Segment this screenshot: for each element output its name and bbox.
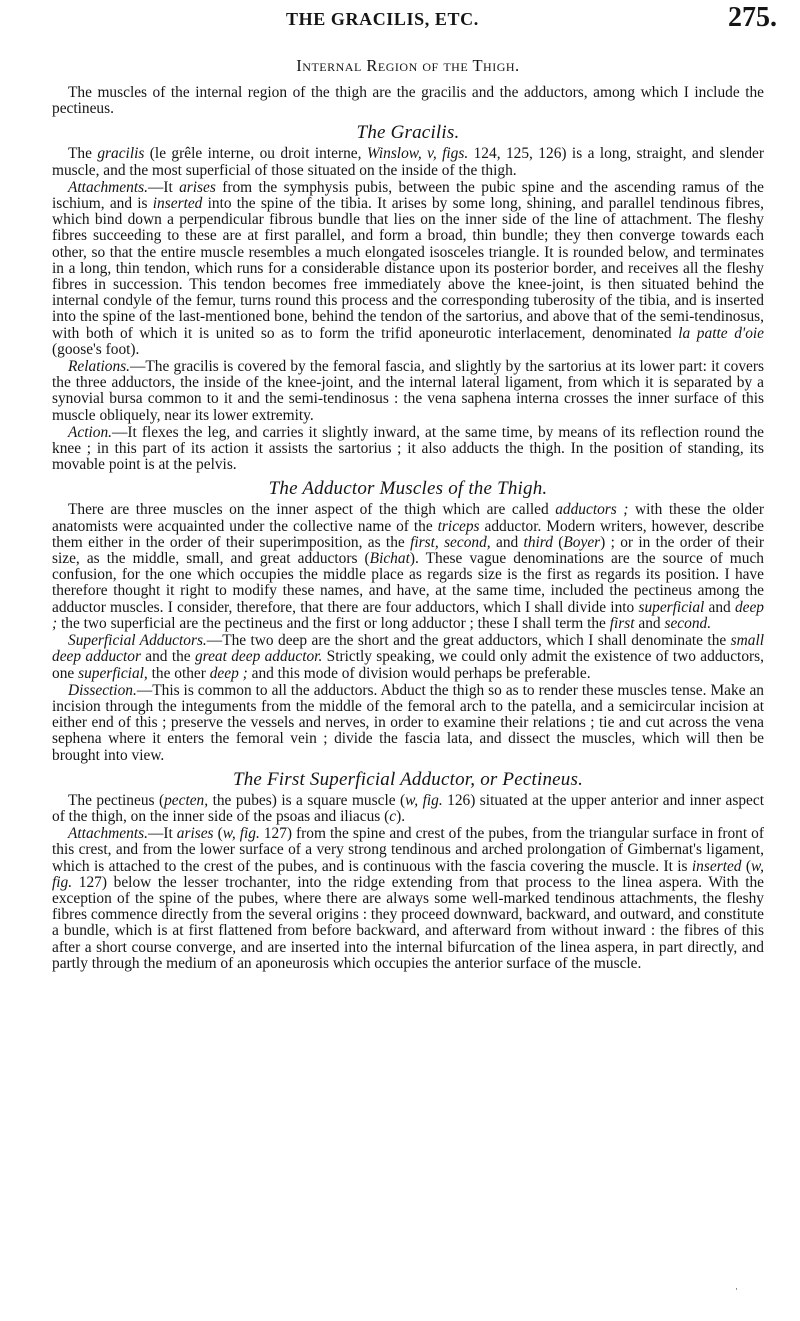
print-speck: · <box>735 1284 738 1294</box>
intro-paragraph: The muscles of the internal region of the thigh are the gracilis and the adductors, among which I include the pectineus. <box>52 84 764 118</box>
pectineus-attachments: Attachments.—It arises (w, fig. 127) from the spine and crest of the pubes, from the triangular surface in front of this crest, and from the lower surface of a very strong tendinous and arched prolongation of Gimbernat's ligament, which is attached to the crest of the pubes, and is continuous with the fascia covering the muscle. It is inserted (w, fig. 127) below the lesser trochanter, into the ridge extending from that process to the linea aspera. With the exception of the spine of the pubes, where there are always some well-marked tendinous attachments, the fleshy fibres commence directly from the several origins : they proceed downward, backward, and outward, and constitute a bundle, which is at first flattened from before backward, and afterward from without inward : the fibres of this after a short course converge, and are inserted into the internal bifurcation of the linea aspera, in part directly, and partly through the medium of an aponeurosis which occupies the anterior surface of the muscle. <box>52 825 764 972</box>
gracilis-attachments: Attachments.—It arises from the symphysis pubis, between the pubic spine and the ascending ramus of the ischium, and is inserted into the spine of the tibia. It arises by some long, shining, and parallel tendinous fibres, which bind down a perpendicular fibrous bundle that lies on the inner side of the line of attachment. The fleshy fibres succeeding to these are at first parallel, and form a broad, thin bundle; they then converge towards each other, so that the entire muscle resembles a much elongated isosceles triangle. It is rounded below, and terminates in a long, thin tendon, which runs for a considerable distance upon its posterior border, and receives all the fleshy fibres in succession. This tendon becomes free immediately above the knee-joint, is then situated behind the internal condyle of the femur, turns round this process and the corresponding tuberosity of the tibia, and is inserted into the spine of the last-mentioned bone, behind the tendon of the sartorius, and above that of the semi-tendinosus, with both of which it is united so as to form the trifid aponeurotic interlacement, denominated la patte d'oie (goose's foot). <box>52 178 765 358</box>
region-heading: Internal Region of the Thigh. <box>296 56 520 75</box>
superficial-adductors: Superficial Adductors.—The two deep are the short and the great adductors, which I shall denominate the small deep adductor and the great deep adductor. Strictly speaking, we could only admit the existence of two adductors, one superficial, the other deep ; and this mode of division would perhaps be preferable. <box>52 632 764 682</box>
gracilis-description: The gracilis (le grêle interne, ou droit interne, Winslow, v, figs. 124, 125, 126) is a long, straight, and slender muscle, and the most superficial of those situated on the inside of the thigh. <box>52 145 764 179</box>
gracilis-relations: Relations.—The gracilis is covered by the femoral fascia, and slightly by the sartorius at its lower part: it covers the three adductors, the inside of the knee-joint, and the internal lateral ligament, from which it is separated by a synovial bursa common to it and the semi-tendinosus : the vena saphena interna crosses the inner surface of this muscle obliquely, near its lower extremity. <box>52 358 764 424</box>
adductors-dissection: Dissection.—This is common to all the adductors. Abduct the thigh so as to render these muscles tense. Make an incision through the integuments from the middle of the femoral arch to the patella, and a semicircular incision at either end of this ; preserve the vessels and nerves, in order to examine their relations ; tie and cut across the vena sephena where it enters the femoral vein ; divide the fascia lata, and dissect the muscles, which will then be brought into view. <box>52 681 764 764</box>
section-title-adductors: The Adductor Muscles of the Thigh. <box>268 478 548 500</box>
section-title-gracilis: The Gracilis. <box>356 122 460 144</box>
page-number: 275. <box>728 2 777 33</box>
body-text <box>52 85 764 973</box>
gracilis-action: Action.—It flexes the leg, and carries it slightly inward, at the same time, by means of its reflection round the knee ; in this part of its action it assists the sartorius ; it also adducts the thigh. In the position of standing, its movable point is at the pelvis. <box>52 423 764 474</box>
section-title-pectineus: The First Superficial Adductor, or Pectineus. <box>232 768 584 790</box>
running-title: THE GRACILIS, ETC. <box>286 9 479 29</box>
adductors-intro: There are three muscles on the inner aspect of the thigh which are called adductors ; with these the older anatomists were acquainted under the collective name of the triceps adductor. Modern writers, however, describe them either in the order of their superimposition, as the first, second, and third (Boyer) ; or in the order of their size, as the middle, small, and great adductors (Bichat). These vague denominations are the source of much confusion, for the one which occupies the middle place as regards size is the first as regards its position. I have therefore thought it right to modify these names, and have, at the same time, included the pectineus among the adductor muscles. I consider, therefore, that there are four adductors, which I shall divide into superficial and deep ; the two superficial are the pectineus and the first or long adductor ; these I shall term the first and second. <box>52 501 764 632</box>
pectineus-description: The pectineus (pecten, the pubes) is a square muscle (w, fig. 126) situated at the upper anterior and inner aspect of the thigh, on the inner side of the psoas and iliacus (c). <box>52 791 764 825</box>
running-head <box>0 0 800 40</box>
